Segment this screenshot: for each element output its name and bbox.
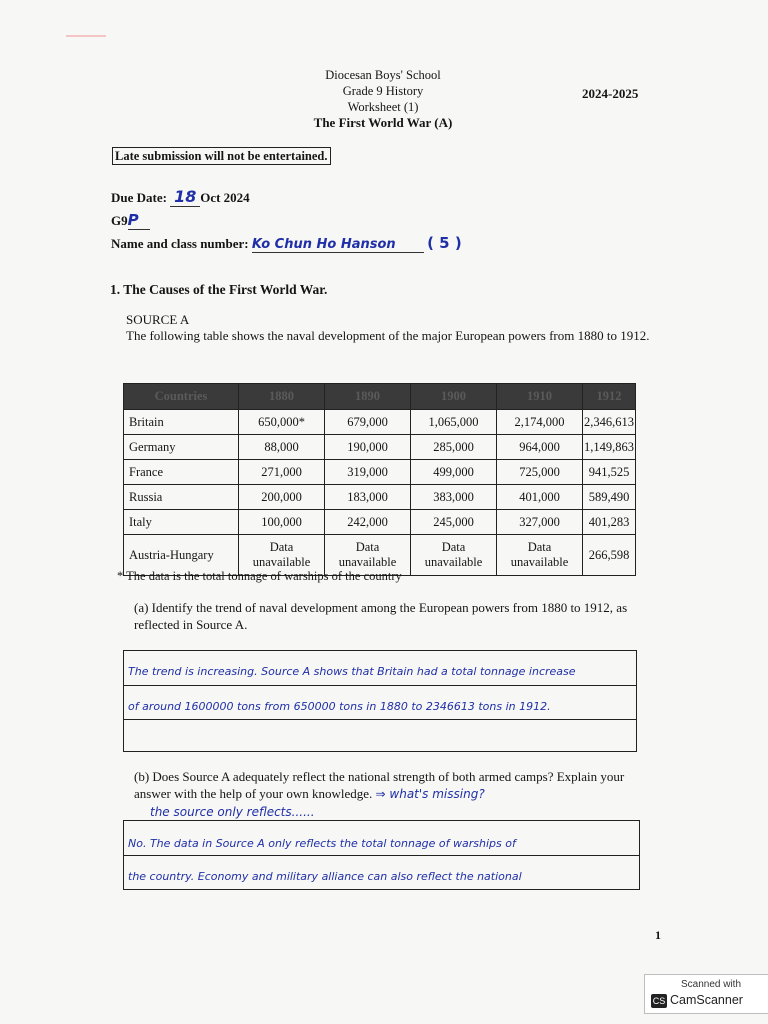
due-date-label: Due Date:	[111, 190, 167, 205]
table-cell: 88,000	[239, 435, 325, 460]
table-cell: 100,000	[239, 510, 325, 535]
table-cell: 401,000	[497, 485, 583, 510]
camscanner-badge	[644, 974, 768, 1014]
question-b-text: (b) Does Source A adequately reflect the national strength of both armed camps? Explain your answer with the help of your own knowledge.	[134, 769, 625, 801]
answer-a-line-2: of around 1600000 tons from 650000 tons in 1880 to 2346613 tons in 1912.	[128, 700, 551, 713]
table-row	[124, 510, 636, 535]
table-cell: 327,000	[497, 510, 583, 535]
table-footnote: * The data is the total tonnage of warships of the country	[117, 569, 402, 583]
red-mark	[66, 35, 106, 37]
naval-table	[123, 383, 636, 576]
table-cell: Data unavailable	[325, 535, 411, 576]
table-cell: 2,174,000	[497, 410, 583, 435]
name-label: Name and class number:	[111, 236, 249, 251]
worksheet-label: Worksheet (1)	[347, 100, 419, 114]
table-cell: 401,283	[583, 510, 636, 535]
class-row	[111, 211, 150, 230]
table-cell: 319,000	[325, 460, 411, 485]
table-cell: Data unavailable	[411, 535, 497, 576]
table-header: Countries	[124, 384, 239, 410]
scanner-brand	[651, 993, 743, 1008]
table-cell: 190,000	[325, 435, 411, 460]
table-header: 1890	[325, 384, 411, 410]
section-heading: 1. The Causes of the First World War.	[110, 282, 328, 297]
question-a: (a) Identify the trend of naval development among the European powers from 1880 to 1912, as reflected in Source A.	[134, 600, 628, 632]
name-row	[111, 234, 462, 253]
table-cell: 650,000*	[239, 410, 325, 435]
table-header: 1880	[239, 384, 325, 410]
table-header: 1900	[411, 384, 497, 410]
school-name: Diocesan Boys' School	[325, 68, 441, 82]
answer-a-line-1: The trend is increasing. Source A shows that Britain had a total tonnage increase	[128, 665, 576, 678]
table-cell: 499,000	[411, 460, 497, 485]
table-cell: 183,000	[325, 485, 411, 510]
scanner-brand-name: CamScanner	[670, 993, 743, 1007]
table-cell: 679,000	[325, 410, 411, 435]
table-header: 1910	[497, 384, 583, 410]
answer-b-line-2: the country. Economy and military alliance can also reflect the national	[128, 870, 522, 883]
table-cell: 200,000	[239, 485, 325, 510]
handwritten-note-below: the source only reflects......	[150, 805, 315, 819]
class-label: G9	[111, 213, 128, 228]
due-date-rest: Oct 2024	[200, 190, 250, 205]
answer-box-b[interactable]	[123, 820, 640, 890]
table-cell: France	[124, 460, 239, 485]
scanner-caption: Scanned with	[680, 979, 742, 990]
answer-line	[124, 719, 636, 720]
table-cell: 941,525	[583, 460, 636, 485]
table-cell: Austria-Hungary	[124, 535, 239, 576]
handwritten-note-inline: ⇒ what's missing?	[375, 787, 485, 801]
answer-line	[124, 685, 636, 686]
table-cell: Germany	[124, 435, 239, 460]
name-value: Ko Chun Ho Hanson	[252, 237, 424, 253]
table-cell: 271,000	[239, 460, 325, 485]
late-notice: Late submission will not be entertained.	[112, 147, 331, 165]
table-row	[124, 410, 636, 435]
table-cell: Italy	[124, 510, 239, 535]
question-b	[134, 768, 664, 803]
table-row	[124, 485, 636, 510]
camscanner-logo-icon: CS	[652, 996, 666, 1006]
table-header: 1912	[583, 384, 636, 410]
answer-box-a[interactable]	[123, 650, 637, 752]
grade-label: Grade 9 History	[342, 84, 424, 98]
table-cell: Russia	[124, 485, 239, 510]
class-number-value: ( 5 )	[427, 234, 462, 252]
table-cell: 589,490	[583, 485, 636, 510]
table-cell: 242,000	[325, 510, 411, 535]
table-cell: Britain	[124, 410, 239, 435]
table-cell: 245,000	[411, 510, 497, 535]
source-a	[126, 312, 656, 344]
table-cell: 1,149,863	[583, 435, 636, 460]
table-cell: 725,000	[497, 460, 583, 485]
table-cell: 1,065,000	[411, 410, 497, 435]
school-year: 2024-2025	[582, 86, 639, 101]
page-number: 1	[655, 928, 661, 942]
table-header-row	[124, 384, 636, 410]
class-value: P	[128, 211, 150, 230]
table-cell: 2,346,613	[583, 410, 636, 435]
table-cell: Data unavailable	[239, 535, 325, 576]
source-description: The following table shows the naval development of the major European powers from 1880 to 1912.	[126, 328, 650, 343]
header-block	[290, 67, 476, 131]
table-cell: 266,598	[583, 535, 636, 576]
answer-line	[124, 855, 639, 856]
table-cell: Data unavailable	[497, 535, 583, 576]
answer-b-line-1: No. The data in Source A only reflects the total tonnage of warships of	[128, 837, 516, 850]
due-date-row	[111, 187, 250, 207]
source-label: SOURCE A	[126, 312, 190, 327]
table-cell: 964,000	[497, 435, 583, 460]
worksheet-title: The First World War (A)	[313, 115, 453, 130]
table-cell: 383,000	[411, 485, 497, 510]
table-row	[124, 435, 636, 460]
table-cell: 285,000	[411, 435, 497, 460]
table-row	[124, 460, 636, 485]
due-day-value: 18	[170, 187, 200, 207]
